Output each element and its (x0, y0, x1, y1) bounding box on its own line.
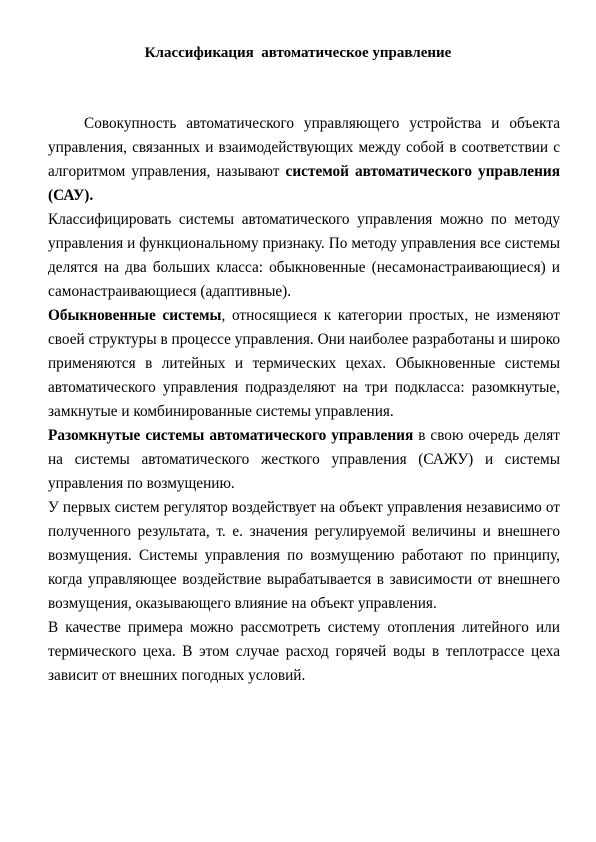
paragraph-first-systems: У первых систем регулятор воздействует на объект управления независимо от полученного результата, т. е. значения регулируемой величины и внешнего возмущения. Системы управления по возмущению работают по принципу, когда управляющее воздействие вырабатывается в зависимости от внешнего возмущения, оказывающего влияние на объект управления. (48, 499, 560, 612)
paragraph-heating-example: В качестве примера можно рассмотреть систему отопления литейного или термического цеха. В этом случае расход горячей воды в теплотрассе цеха зависит от внешних погодных условий. (48, 619, 560, 684)
paragraph-sau-definition (48, 112, 560, 208)
document-title: Классификация автоматическое управление (144, 45, 452, 61)
paragraph-text: в свою очередь делят на системы автоматического жесткого управления (САЖУ) и системы управления по возмущению. (48, 427, 560, 492)
paragraph-classification: Классифицировать системы автоматического управления можно по методу управления и функциональному признаку. По методу управления все системы делятся на два больших класса: обыкновенные (несамонастраивающиеся) и самонастраивающиеся (адаптивные). (48, 211, 560, 300)
paragraph-text: , относящиеся к категории простых, не изменяют своей структуры в процессе управления. Они наиболее разработаны и широко применяются в литейных и термических цехах. Обыкновенные системы автоматического управления подразделяют на три подкласса: разомкнутые, замкнутые и комбинированные системы управления. (48, 307, 560, 420)
paragraph-open-loop-systems (48, 424, 560, 496)
paragraph-text: Совокупность автоматического управляющего устройства и объекта управления, связанных и взаимодействующих между собой в соответствии с алгоритмом управления, называют (48, 115, 560, 180)
paragraph-ordinary-systems (48, 304, 560, 424)
term-open-loop-systems: Разомкнутые системы автоматического управления (48, 427, 414, 444)
term-sau: системой автоматического управления (САУ). (48, 163, 560, 204)
term-ordinary-systems: Обыкновенные системы (48, 307, 222, 324)
document-body (48, 112, 560, 688)
